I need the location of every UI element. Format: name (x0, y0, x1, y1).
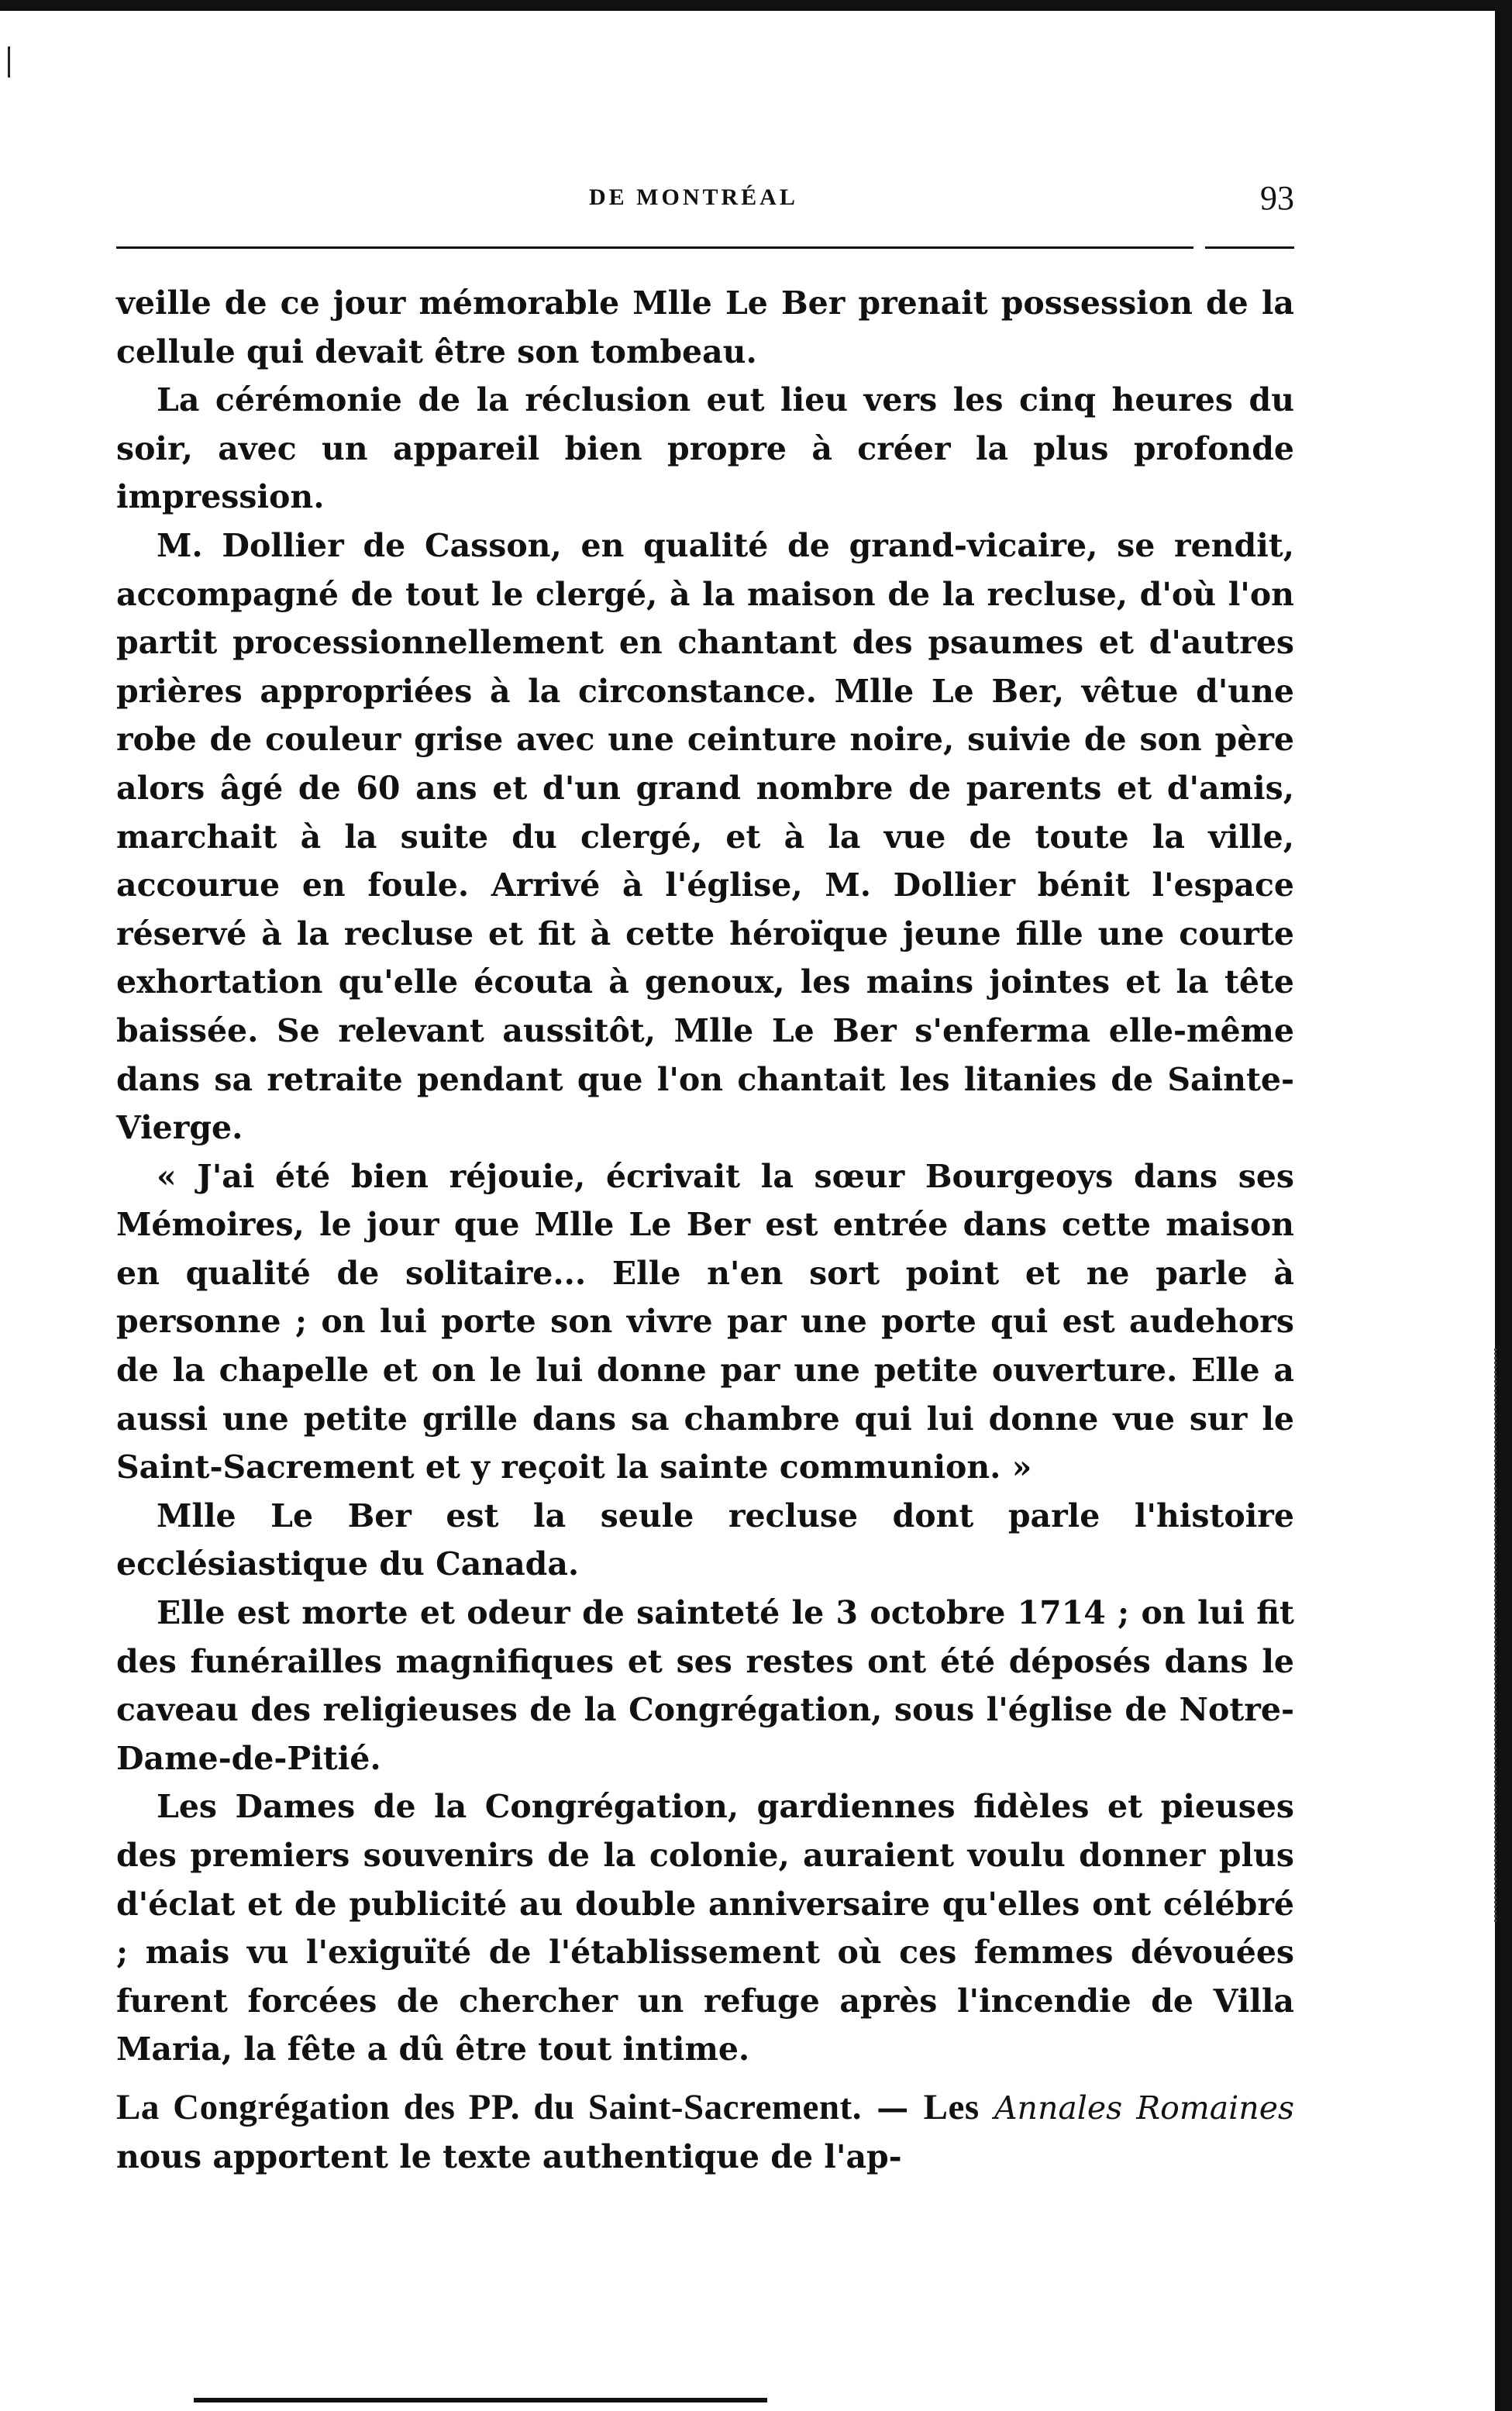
paragraph: Les Dames de la Congrégation, gardiennes fidèles et pieuses des premiers souvenirs de la colonie, auraient voulu donner plus d'éclat et de publicité au double anniversaire qu'elles ont célébré ; mais vu l'exiguïté de l'établissement où ces femmes dévouées furent forcées de chercher un refuge après l'incendie de Villa Maria, la fête a dû être tout intime. (116, 1788, 1294, 2068)
paragraph: La cérémonie de la réclusion eut lieu vers les cinq heures du soir, avec un appareil bien propre à créer la plus profonde impression. (116, 381, 1294, 516)
section-heading: La Congrégation des PP. du Saint-Sacrement. (116, 2086, 862, 2127)
section-dash: — (861, 2089, 924, 2127)
paragraph: veille de ce jour mémorable Mlle Le Ber prenait possession de la cellule qui devait être son tombeau. (116, 284, 1294, 370)
bottom-stroke (194, 2398, 767, 2402)
header-rule-short (1205, 246, 1294, 249)
publication-title: Annales Romaines (994, 2089, 1294, 2127)
running-head-title: DE MONTRÉAL (589, 184, 798, 210)
header-rule (116, 246, 1193, 249)
paragraph: Mlle Le Ber est la seule recluse dont parle l'histoire ecclésiastique du Canada. (116, 1497, 1294, 1583)
quotation-paragraph: « J'ai été bien réjouie, écrivait la sœur Bourgeoys dans ses Mémoires, le jour que Mlle Le Ber est entrée dans cette maison en qualité de solitaire... Elle n'en sort point et ne parle à personne ; on lui porte son vivre par une porte qui est audehors de la chapelle et on le lui donne par une petite ouverture. Elle a aussi une petite grille dans sa chambre qui lui donne vue sur le Saint-Sacrement et y reçoit la sainte communion. » (116, 1157, 1294, 1486)
margin-dots (1494, 1348, 1500, 1922)
section-text: nous apportent le texte authentique de l'ap- (116, 2137, 902, 2175)
page-edge-right (1495, 0, 1512, 2411)
paragraph: Elle est morte et odeur de sainteté le 3 octobre 1714 ; on lui fit des funérailles magnifiques et ses restes ont été déposés dans le caveau des religieuses de la Congrégation, sous l'église de Notre-Dame-de-Pitié. (116, 1594, 1294, 1777)
running-head (116, 178, 1294, 225)
page-number: 93 (1260, 179, 1294, 217)
section-lead-word: Les (923, 2086, 980, 2127)
body-text (116, 279, 1294, 2181)
scan-speck (8, 46, 10, 77)
page-edge-top (0, 0, 1512, 11)
section-paragraph (116, 2083, 1294, 2181)
paragraph: M. Dollier de Casson, en qualité de grand-vicaire, se rendit, accompagné de tout le clergé, à la maison de la recluse, d'où l'on partit processionnellement en chantant des psaumes et d'autres prières appropriées à la circonstance. Mlle Le Ber, vêtue d'une robe de couleur grise avec une ceinture noire, suivie de son père alors âgé de 60 ans et d'un grand nombre de parents et d'amis, marchait à la suite du clergé, et à la vue de toute la ville, accourue en foule. Arrivé à l'église, M. Dollier bénit l'espace réservé à la recluse et fit à cette héroïque jeune fille une courte exhortation qu'elle écouta à genoux, les mains jointes et la tête baissée. Se relevant aussitôt, Mlle Le Ber s'enferma elle-même dans sa retraite pendant que l'on chantait les litanies de Sainte-Vierge. (116, 526, 1294, 1147)
